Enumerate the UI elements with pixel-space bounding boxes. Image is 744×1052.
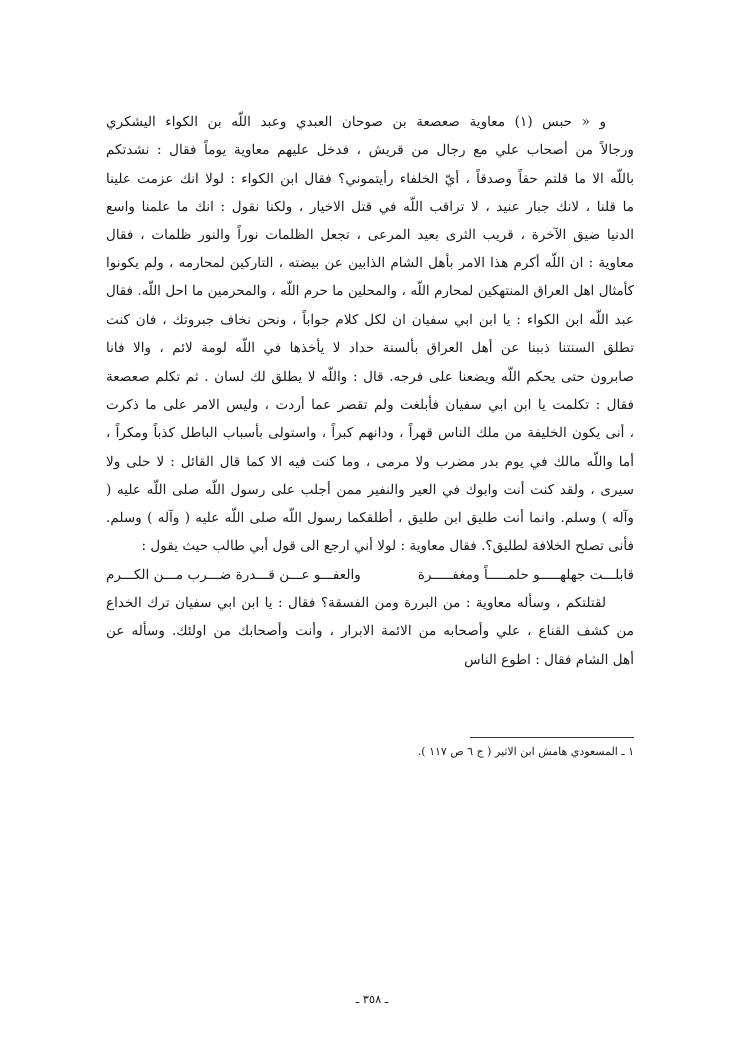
text-line: فأنى تصلح الخلافة لطليق؟. فقال معاوية : لولا أني ارجع الى قول أبي طالب حيث يقول :	[141, 538, 634, 555]
text-line: الدنيا ضيق الآخرة ، قريب الثرى بعيد المرعى ، تجعل الظلمات نوراً والنور ظلمات ، فقال	[106, 227, 634, 244]
text-line: لقتلتكم ، وسأله معاوية : من البررة ومن الفسقة؟ فقال : يا ابن ابي سفيان ترك الخداع	[106, 595, 606, 612]
verse-first-hemistich: قابلـــت جهلهـــــو حلمـــــاً ومغفـــــرة	[417, 566, 634, 583]
text-line: عبد اللّه ابن الكواء : يا ابن ابي سفيان ان لكل كلام جواباً ، ونحن نخاف جبروتك ، فان كنت	[106, 312, 634, 329]
poetry-verse	[106, 561, 634, 589]
text-line: من كشف القناع ، علي وأصحابه من الائمة الابرار ، وأنت وأصحابك من اولئك. وسأله عن	[106, 623, 634, 640]
text-line: ، أنى يكون الخليفة من ملك الناس قهراً ، ودانهم كبراً ، واستولى بأسباب الباطل كذباً ومكراً ،	[106, 425, 634, 442]
text-line: وآله ) وسلم. وانما أنت طليق ابن طليق ، أطلقكما رسول اللّه صلى اللّه عليه ( وآله ) وسلم.	[106, 510, 634, 527]
footnote: ١ ـ المسعودي هامش ابن الاثير ( ج ٦ ص ١١٧ ).	[417, 745, 634, 758]
text-line: أهل الشام فقال : اطوع الناس	[464, 651, 634, 668]
text-line: باللّه الا ما قلتم حقاً وصدقاً ، أيّ الخلفاء رأيتموني؟ فقال ابن الكواء : لولا انك عزمت علينا	[106, 170, 634, 187]
text-line: أما واللّه مالك في يوم بدر مضرب ولا مرمى ، وما كنت فيه الا كما قال القائل : لا حلى ولا	[106, 453, 634, 470]
text-line: كأمثال اهل العراق المنتهكين لمحارم اللّه ، والمحلين ما حرم اللّه ، والمحرمين ما احل اللّه. فقال	[106, 283, 634, 299]
text-line: صابرون حتى يحكم اللّه ويضعنا على فرجه. قال : واللّه لا يطلق لك لسان . ثم تكلم صعصعة	[106, 368, 634, 385]
text-line: معاوية : ان اللّه أكرم هذا الامر بأهل الشام الذابين عن بيضته ، التاركين لمحارمه ، ولم يكونوا	[106, 255, 634, 272]
text-line: سيرى ، ولقد كنت أنت وابوك في العير والنفير ممن أجلب على رسول اللّه صلى اللّه عليه (	[106, 481, 634, 498]
text-line: تطلق السنتنا ذببنا عن أهل العراق بألسنة حداد لا يأخذها في اللّه لومة لائم ، والا فانا	[106, 340, 634, 357]
text-line: فقال : تكلمت يا ابن ابي سفيان فأبلغت ولم تقصر عما أردت ، وليس الامر على ما ذكرت	[106, 396, 634, 413]
page-number: ـ ٣٥٨ ـ	[355, 992, 389, 1006]
text-line: ورجالاً من أصحاب علي مع رجال من قريش ، فدخل عليهم معاوية يوماً فقال : نشدتكم	[106, 142, 634, 159]
text-line: و « حبس (١) معاوية صعصعة بن صوحان العبدي وعبد اللّه بن الكواء اليشكري	[106, 114, 607, 130]
footnote-divider	[470, 737, 634, 738]
verse-second-hemistich: والعفـــو عـــن قـــدرة ضـــرب مـــن الكـــرم	[106, 566, 361, 583]
text-line: ما قلنا ، لانك جبار عنيد ، لا تراقب اللّه في قتل الاخيار ، ولكنا نقول : انك ما علمنا واسع	[106, 198, 634, 215]
body-text	[106, 108, 634, 674]
